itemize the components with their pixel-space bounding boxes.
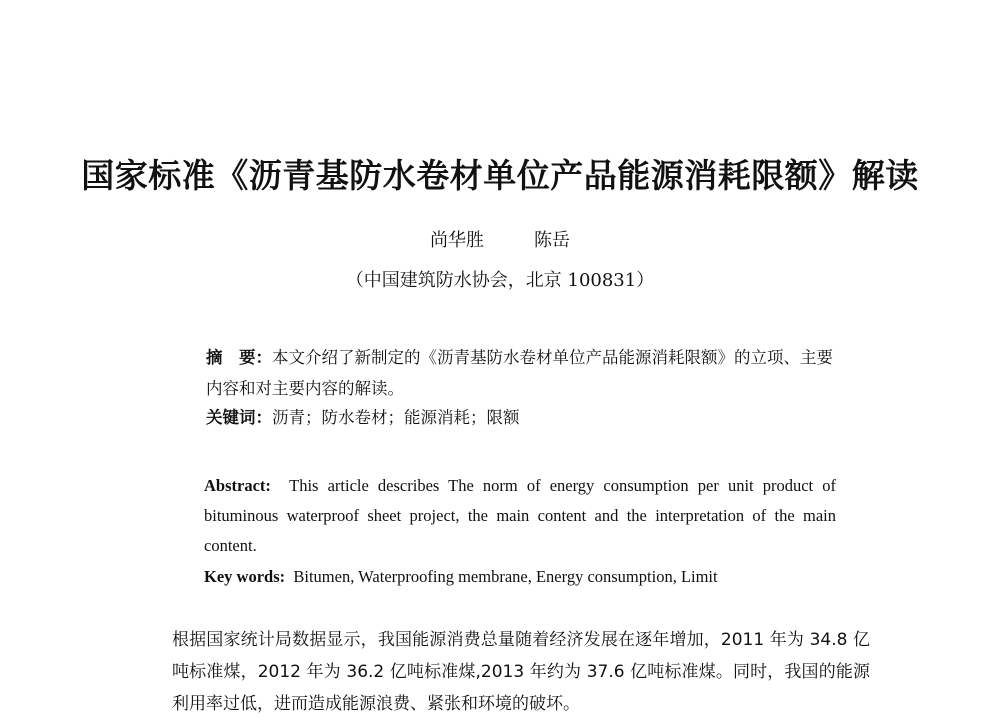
english-abstract-text: This article describes The norm of energy consumption per unit product of bituminous waterproof sheet project, the main content and the interpretation of the main content. [204,476,836,555]
english-keywords-label: Key words: [204,567,286,586]
chinese-keywords-label: 关键词： [206,408,272,427]
english-abstract [168,471,836,561]
chinese-abstract [168,342,848,404]
body-paragraph [136,624,870,720]
chinese-abstract-text: 本文介绍了新制定的《沥青基防水卷材单位产品能源消耗限额》的立项、主要内容和对主要内容的解读。 [206,348,833,398]
english-keywords [204,565,718,589]
chinese-abstract-label: 摘 要： [206,348,272,367]
author-name: 尚华胜 [430,230,484,251]
english-keywords-text: Bitumen, Waterproofing membrane, Energy consumption, Limit [293,567,718,586]
paper-title: 国家标准《沥青基防水卷材单位产品能源消耗限额》解读 [81,156,919,195]
author-list [0,226,1000,252]
body-paragraph-text: 根据国家统计局数据显示，我国能源消费总量随着经济发展在逐年增加，2011 年为 34.8 亿吨标准煤，2012 年为 36.2 亿吨标准煤,2013 年约为 37.6 亿吨标准煤。同时，我国的能源利用率过低，进而造成能源浪费、紧张和环境的破坏。 [172,630,870,714]
author-name: 陈岳 [534,230,570,251]
english-abstract-label: Abstract: [204,476,271,495]
chinese-keywords [206,406,520,430]
chinese-keywords-text: 沥青；防水卷材；能源消耗；限额 [272,408,520,427]
affiliation: （中国建筑防水协会，北京 100831） [345,270,655,291]
